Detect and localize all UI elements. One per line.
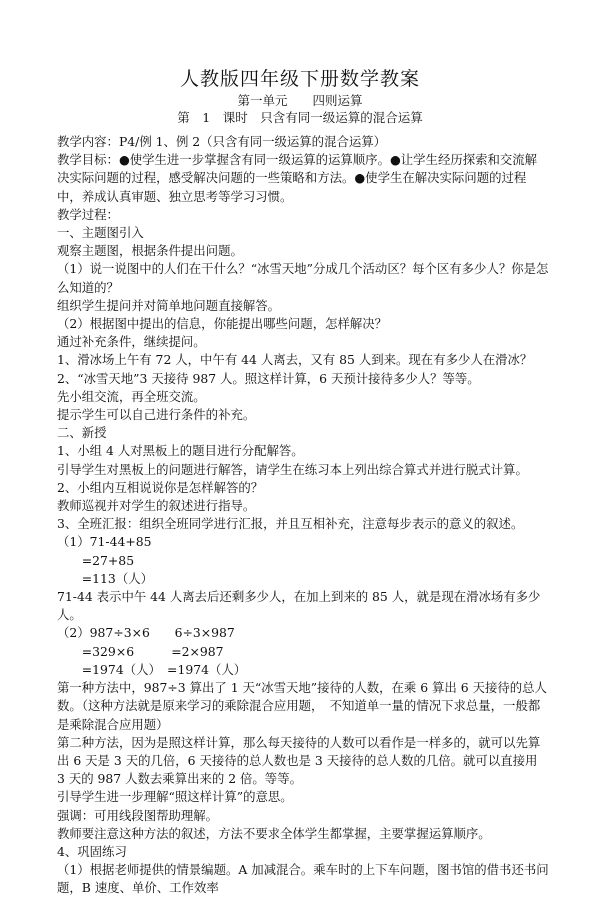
teaching-content: 教学内容：P4/例 1、例 2（只含有同一级运算的混合运算）	[57, 134, 387, 149]
calculation-line: （2）987÷3×6 6÷3×987	[57, 625, 235, 641]
paragraph: 第二种方法，因为是照这样计算，那么每天接待的人数可以看作是一样多的，就可以先算出 6 天是 3 天的几倍，6 天接待的总人数也是 3 天接待的总人数的几倍。就可以直接用 3 天的 987 人数去乘算出来的 2 倍。等等。	[57, 734, 542, 787]
paragraph: （1）根据老师提供的情景编题。A 加减混合。乘车时的上下车问题，图书馆的借书还书问题，B 速度、单价、工作效率	[57, 862, 549, 896]
paragraph: 1、小组 4 人对黑板上的题目进行分配解答。	[57, 443, 304, 459]
paragraph: （2）根据图中提出的信息，你能提出哪些问题，怎样解决？	[57, 316, 388, 332]
paragraph: 观察主题图，根据条件提出问题。	[57, 243, 243, 259]
paragraph: 第一种方法中，987÷3 算出了 1 天“冰雪天地”接待的人数，在乘 6 算出 6 天接待的总人数。（这种方法就是原来学习的乘除混合应用题， 不知道单一量的情况下求总量，一般都是乘除混合应用题）	[57, 680, 547, 732]
lesson-heading: 第 1 课时 只含有同一级运算的混合运算	[177, 110, 423, 125]
section-heading: 二、新授	[57, 425, 107, 441]
unit-heading: 第一单元 四则运算	[237, 93, 363, 108]
paragraph: 2、“冰雪天地”3 天接待 987 人。照这样计算，6 天预计接待多少人？等等。	[57, 370, 480, 386]
paragraph: 引导学生对黑板上的问题进行解答，请学生在练习本上列出综合算式并进行脱式计算。	[57, 461, 528, 477]
paragraph: 强调：可用线段图帮助理解。	[57, 807, 219, 823]
paragraph: 教师巡视并对学生的叙述进行指导。	[57, 498, 256, 514]
paragraph: 提示学生可以自己进行条件的补充。	[57, 407, 256, 423]
calculation-line: =329×6 =2×987	[57, 643, 224, 659]
paragraph: 1、滑冰场上午有 72 人，中午有 44 人离去，又有 85 人到来。现在有多少人在滑冰？	[57, 352, 533, 368]
document-title: 人教版四年级下册数学教案	[179, 68, 420, 90]
calculation-line: =27+85	[57, 552, 135, 568]
calculation-line: =113（人）	[57, 570, 153, 586]
paragraph: 3、全班汇报：组织全班同学进行汇报，并且互相补充，注意每步表示的意义的叙述。	[57, 516, 524, 532]
paragraph: 2、小组内互相说说你是怎样解答的？	[57, 479, 264, 495]
paragraph: 通过补充条件，继续提问。	[57, 334, 206, 350]
lesson-body	[57, 133, 549, 898]
section-heading: 一、主题图引入	[57, 225, 144, 241]
calculation-line: =1974（人） =1974（人）	[57, 661, 247, 677]
paragraph: 先小组交流，再全班交流。	[57, 388, 206, 404]
paragraph: （1）说一说图中的人们在干什么？“冰雪天地”分成几个活动区？每个区有多少人？你是怎么知道的？	[57, 261, 549, 295]
teaching-goals: 教学目标：●使学生进一步掌握含有同一级运算的运算顺序。●让学生经历探索和交流解决实际问题的过程，感受解决问题的一些策略和方法。●使学生在解决实际问题的过程中，养成认真审题、独立思考等学习习惯。	[57, 152, 538, 204]
calculation-line: （1）71-44+85	[57, 534, 152, 550]
paragraph: 组织学生提问并对简单地问题直接解答。	[57, 297, 281, 313]
paragraph: 引导学生进一步理解“照这样计算”的意思。	[57, 789, 293, 805]
section-label: 教学过程：	[57, 206, 119, 222]
section-heading: 4、巩固练习	[57, 843, 127, 859]
paragraph: 71-44 表示中午 44 人离去后还剩多少人，在加上到来的 85 人，就是现在滑冰场有多少人。	[57, 589, 541, 623]
paragraph: 教师要注意这种方法的叙述，方法不要求全体学生都掌握，主要掌握运算顺序。	[57, 825, 491, 841]
